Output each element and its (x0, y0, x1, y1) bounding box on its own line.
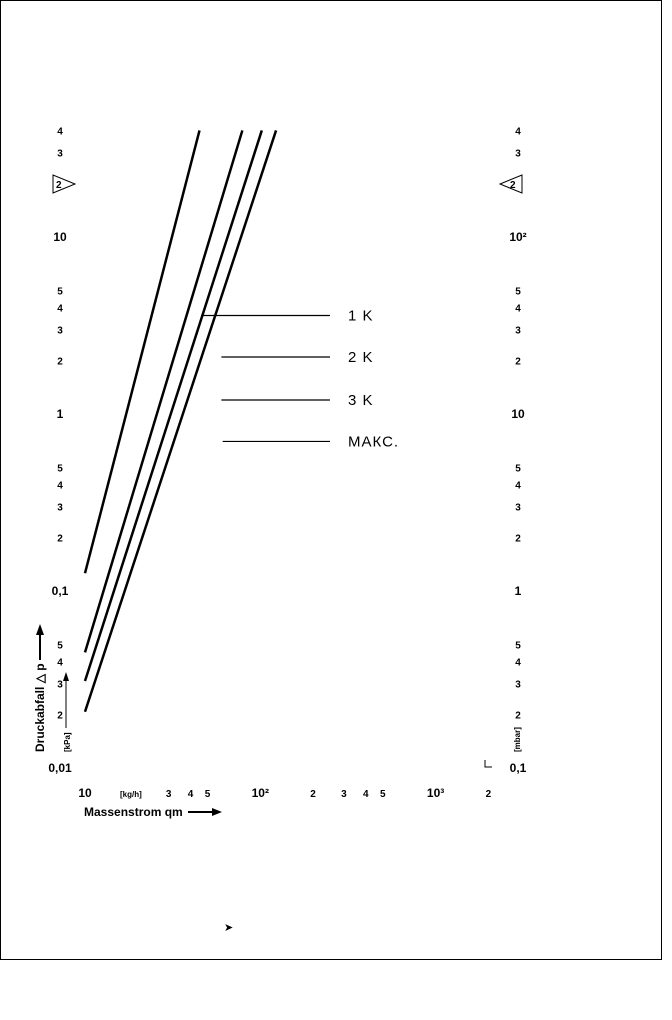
x-axis-title: Massenstrom qm (84, 805, 183, 819)
x-axis-arrow (188, 808, 222, 816)
y-left-tick-label: 10 (53, 230, 67, 244)
left-tick-marker (53, 175, 75, 193)
y-left-tick-label: 0,1 (51, 584, 69, 598)
y-right-tick-label: 2 (515, 356, 521, 368)
y-axis-title: Druckabfall △ p (33, 663, 47, 752)
y-left-tick-label: 3 (57, 679, 63, 691)
y-left-tick-label: 4 (57, 480, 63, 492)
y-left-tick-label: 4 (57, 303, 63, 315)
y-right-tick-label: 3 (515, 502, 521, 514)
x-tick-label: 2 (310, 789, 316, 800)
y-left-tick-label: 2 (57, 356, 63, 368)
y-left-tick-label: 3 (57, 502, 63, 514)
series-line-2k (85, 130, 242, 652)
y-unit-arrow-left (63, 672, 69, 728)
x-axis-unit: [kg/h] (120, 790, 142, 799)
y-right-tick-label: 5 (515, 463, 521, 475)
series-label-2k: 2 K (348, 348, 374, 366)
y-right-tick-label: 10² (509, 230, 527, 244)
y-left-tick-label: 3 (57, 325, 63, 337)
y-left-tick-label: 2 (57, 533, 63, 545)
y-unit-left: [kPa] (63, 732, 72, 752)
y-axis-arrow (36, 624, 44, 660)
y-left-tick-label: 5 (57, 463, 63, 475)
y-right-tick-label: 5 (515, 286, 521, 298)
right-tick-marker (500, 175, 522, 193)
y-right-tick-label: 2 (515, 710, 521, 722)
y-right-tick-label: 10 (511, 407, 525, 421)
y-right-tick-label: 3 (515, 679, 521, 691)
y-right-tick-label: 0,1 (509, 761, 527, 775)
y-left-tick-label: 5 (57, 640, 63, 652)
x-tick-label: 5 (204, 789, 211, 800)
series-line-макс (85, 130, 276, 711)
y-unit-right: [mbar] (513, 727, 522, 752)
y-right-tick-label: 4 (515, 126, 521, 138)
x-tick-label: 5 (380, 789, 386, 800)
series-label-3k: 3 K (348, 391, 374, 409)
series-label-макс: МАКС. (348, 433, 400, 451)
x-tick-label: 10³ (426, 786, 445, 800)
left-marker-label: 2 (56, 180, 62, 191)
x-tick-label: 4 (187, 789, 194, 800)
y-left-tick-label: 4 (57, 657, 63, 669)
series-label-1k: 1 K (348, 307, 374, 325)
y-right-tick-label: 3 (515, 148, 521, 160)
y-left-tick-label: 0,01 (48, 761, 72, 775)
y-right-tick-label: 4 (515, 303, 521, 315)
footer-arrow-icon: ➤ (224, 922, 234, 934)
corner-mark (485, 760, 492, 767)
y-right-tick-label: 4 (515, 657, 521, 669)
y-right-tick-label: 2 (515, 533, 521, 545)
x-tick-label: 10² (251, 786, 269, 800)
y-right-tick-label: 5 (515, 640, 521, 652)
x-tick-label: 2 (485, 789, 492, 800)
x-tick-label: 10 (78, 786, 92, 800)
series-line-3k (85, 130, 262, 681)
y-left-tick-label: 1 (56, 407, 64, 421)
y-right-tick-label: 1 (514, 584, 522, 598)
y-left-tick-label: 2 (57, 710, 63, 722)
y-right-tick-label: 3 (515, 325, 521, 337)
right-marker-label: 2 (510, 180, 516, 191)
y-right-tick-label: 4 (515, 480, 521, 492)
y-left-tick-label: 5 (57, 286, 63, 298)
x-tick-label: 3 (165, 789, 172, 800)
x-tick-label: 3 (341, 789, 347, 800)
y-left-tick-label: 3 (57, 148, 63, 160)
y-left-tick-label: 4 (57, 126, 63, 138)
x-tick-label: 4 (363, 789, 369, 800)
